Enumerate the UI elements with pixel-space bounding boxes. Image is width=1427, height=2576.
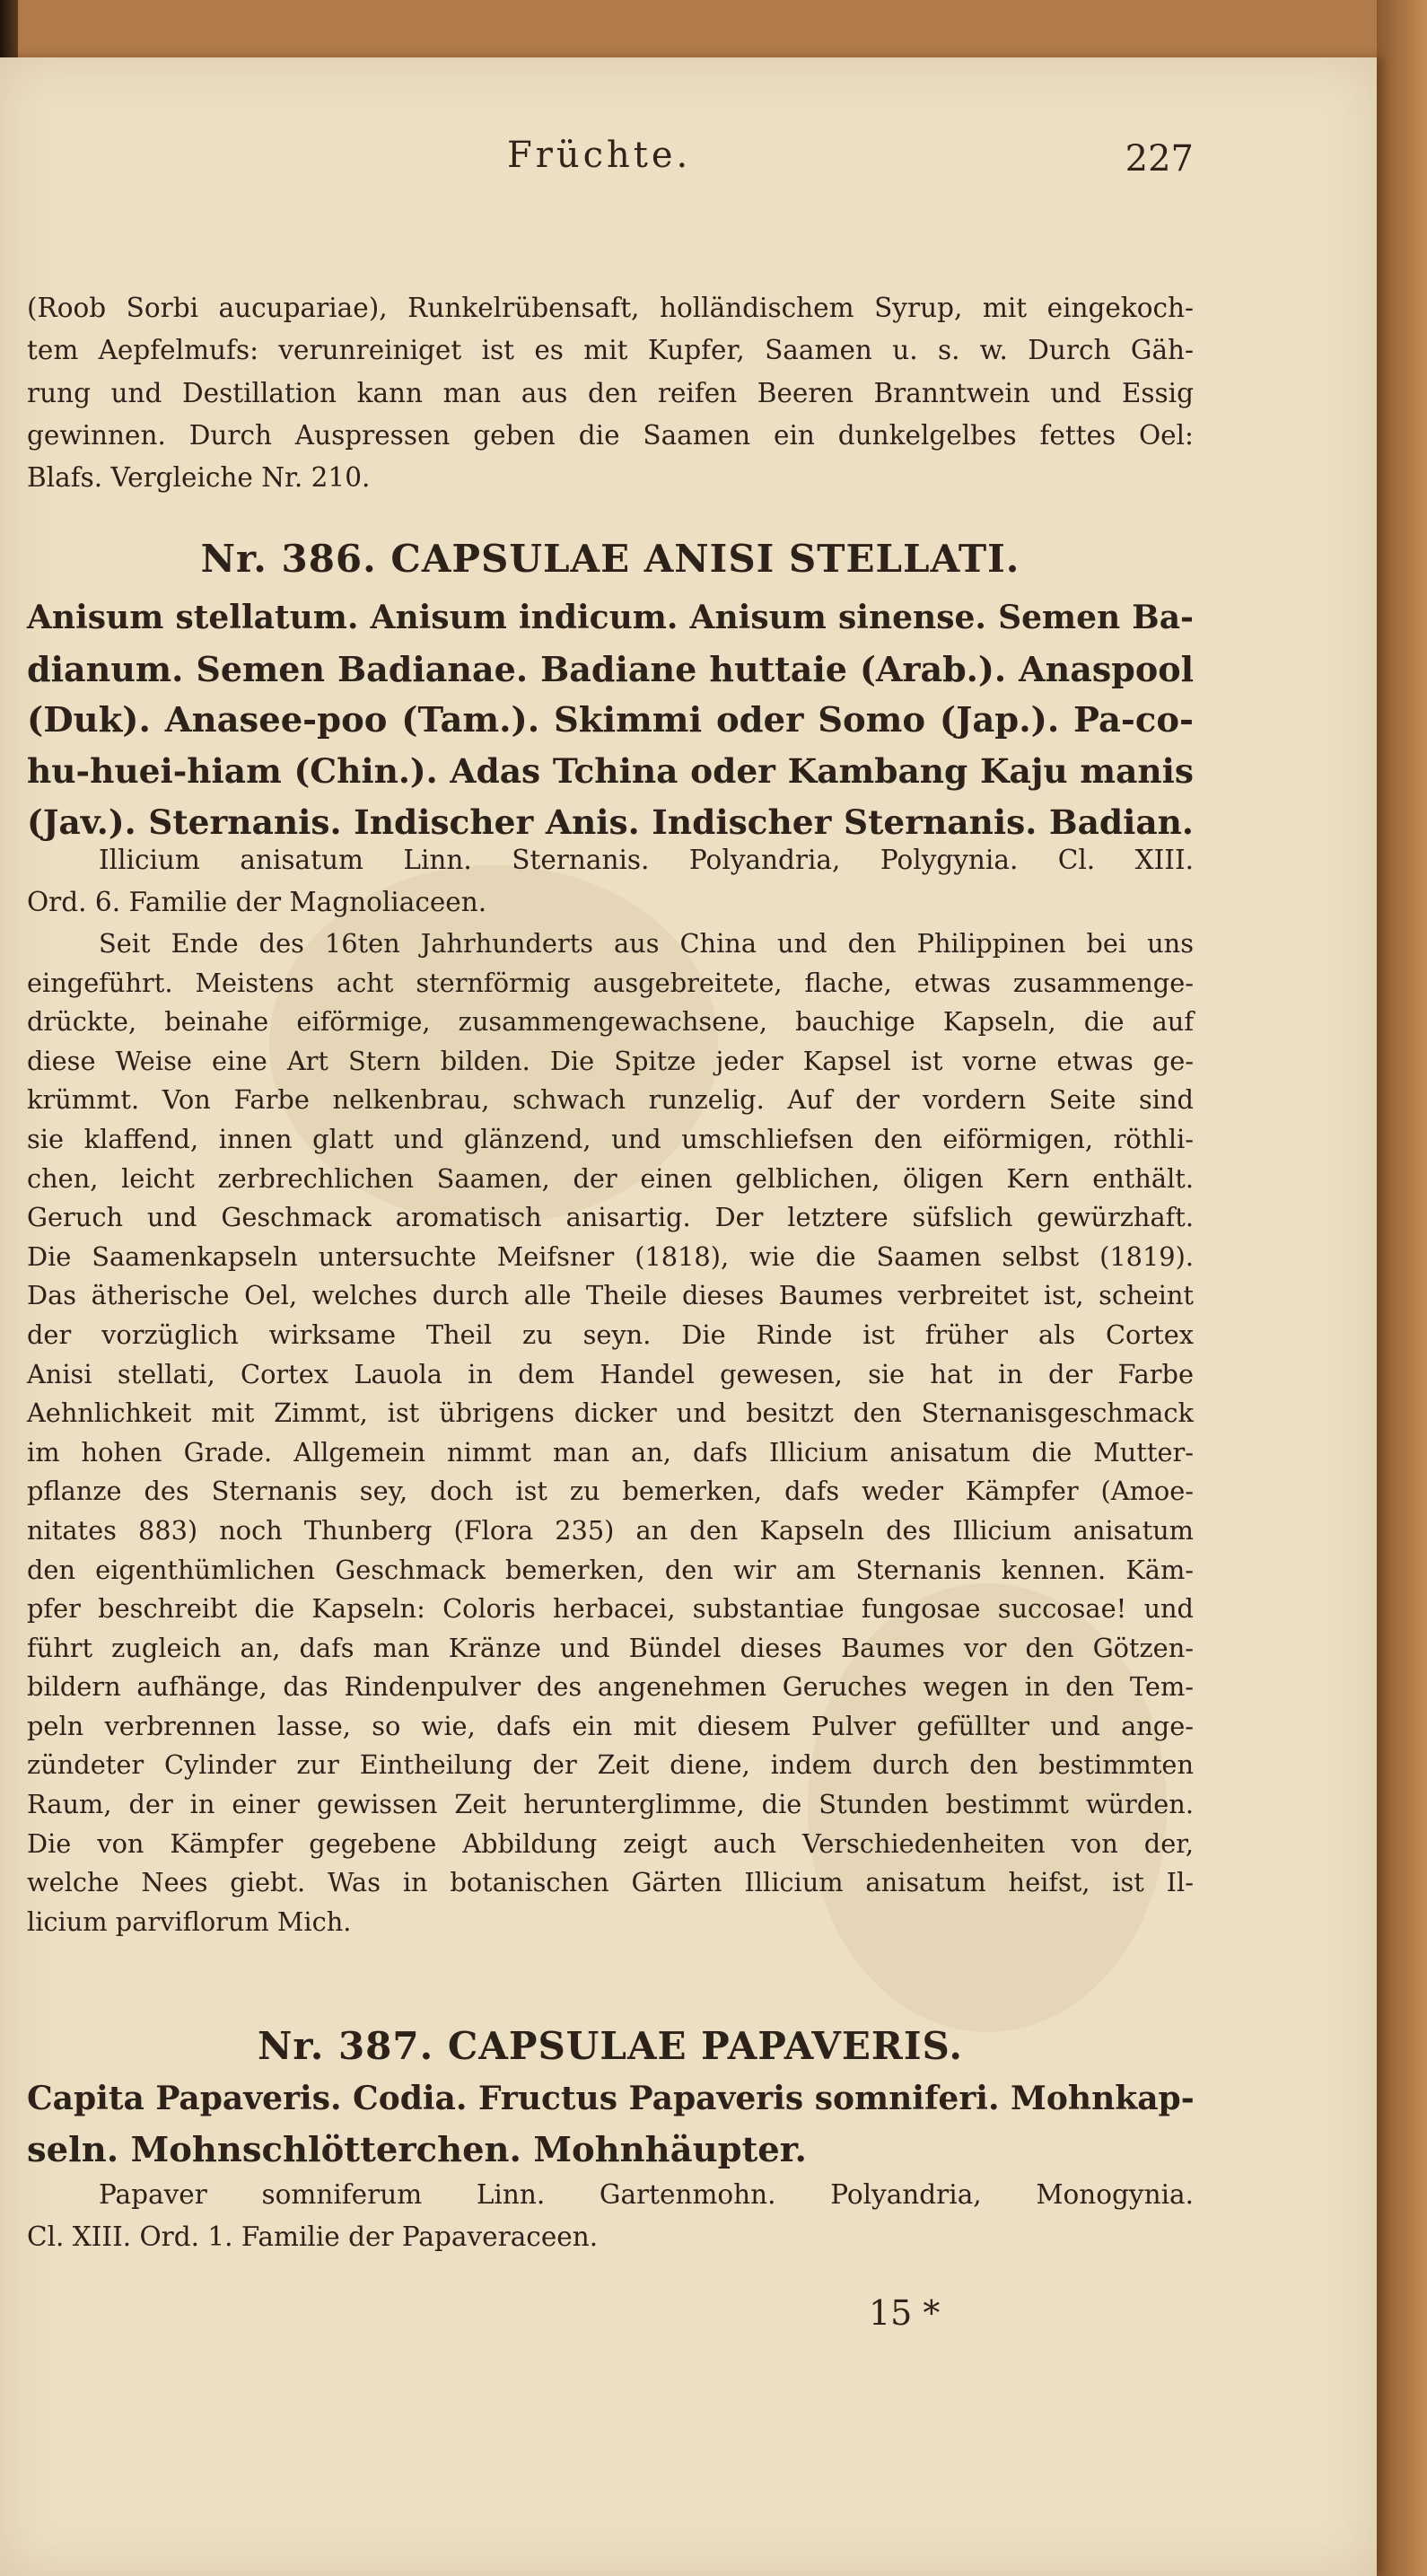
entry-386	[27, 537, 1194, 581]
text-line: drückte, beinahe eiförmige, zusammengewachsene, bauchige Kapseln, die auf	[27, 1006, 1194, 1038]
text-line: Geruch und Geschmack aromatisch anisartig. Der letztere süfslich gewürzhaft.	[27, 1202, 1194, 1233]
text-line: Blafs. Vergleiche Nr. 210.	[27, 462, 371, 494]
page-number: 227	[1125, 138, 1194, 180]
text-line: diese Weise eine Art Stern bilden. Die Spitze jeder Kapsel ist vorne etwas ge-	[27, 1045, 1194, 1076]
entry-387-botany	[27, 2174, 1194, 2258]
book-edge-right	[1377, 0, 1427, 2576]
text-line: Anisi stellati, Cortex Lauola in dem Handel gewesen, sie hat in der Farbe	[27, 1358, 1194, 1389]
entry-386-body	[27, 924, 1194, 1941]
botany-line: Ord. 6. Familie der Magnoliaceen.	[27, 887, 487, 917]
text-line: führt zugleich an, dafs man Kränze und Bündel dieses Baumes vor den Götzen-	[27, 1632, 1194, 1663]
botany-line: Illicium anisatum Linn. Sternanis. Polyandria, Polygynia. Cl. XIII.	[99, 845, 1194, 875]
entry-heading: Nr. 386. CAPSULAE ANISI STELLATI.	[200, 537, 1020, 581]
text-line: gewinnen. Durch Auspressen geben die Saamen ein dunkelgelbes fettes Oel:	[27, 419, 1194, 451]
synonym-line: dianum. Semen Badianae. Badiane huttaie (Arab.). Anaspool	[27, 649, 1194, 689]
text-line: eingeführt. Meistens acht sternförmig ausgebreitete, flache, etwas zusammenge-	[27, 967, 1194, 998]
signature-mark: 15 *	[869, 2293, 941, 2333]
text-line: (Roob Sorbi aucupariae), Runkelrübensaft, holländischem Syrup, mit eingekoch-	[27, 293, 1194, 323]
text-line: bildern aufhänge, das Rindenpulver des angenehmen Geruches wegen in den Tem-	[27, 1671, 1194, 1703]
text-line: nitates 883) noch Thunberg (Flora 235) an den Kapseln des Illicium anisatum	[27, 1514, 1194, 1546]
text-line: Das ätherische Oel, welches durch alle Theile dieses Baumes verbreitet ist, scheint	[27, 1280, 1194, 1311]
text-line: pfer beschreibt die Kapseln: Coloris herbacei, substantiae fungosae succosae! und	[27, 1593, 1194, 1625]
synonym-line: seln. Mohnschlötterchen. Mohnhäupter.	[27, 2130, 807, 2170]
text-line: Die von Kämpfer gegebene Abbildung zeigt auch Verschiedenheiten von der,	[27, 1827, 1194, 1859]
text-line: Seit Ende des 16ten Jahrhunderts aus China und den Philippinen bei uns	[99, 928, 1194, 959]
entry-386-synonyms	[27, 592, 1194, 848]
text-line: Aehnlichkeit mit Zimmt, ist übrigens dicker und besitzt den Sternanisgeschmack	[27, 1398, 1194, 1429]
text-line: Raum, der in einer gewissen Zeit herunterglimme, die Stunden bestimmt würden.	[27, 1789, 1194, 1820]
text-line: rung und Destillation kann man aus den reifen Beeren Branntwein und Essig	[27, 377, 1194, 408]
text-line: licium parviflorum Mich.	[27, 1906, 352, 1937]
botany-line: Papaver somniferum Linn. Gartenmohn. Polyandria, Monogynia.	[99, 2179, 1194, 2210]
synonym-line: (Jav.). Sternanis. Indischer Anis. Indischer Sternanis. Badian.	[27, 802, 1194, 842]
text-line: sie klaffend, innen glatt und glänzend, und umschliefsen den eiförmigen, röthli-	[27, 1123, 1194, 1154]
text-line: im hohen Grade. Allgemein nimmt man an, dafs Illicium anisatum die Mutter-	[27, 1436, 1194, 1468]
text-line: welche Nees giebt. Was in botanischen Gärten Illicium anisatum heifst, ist Il-	[27, 1867, 1194, 1898]
text-line: der vorzüglich wirksame Theil zu seyn. Die Rinde ist früher als Cortex	[27, 1319, 1194, 1350]
text-line: tem Aepfelmufs: verunreiniget ist es mit Kupfer, Saamen u. s. w. Durch Gäh-	[27, 335, 1194, 366]
synonym-line: (Duk). Anasee-poo (Tam.). Skimmi oder Somo (Jap.). Pa-co-	[27, 700, 1194, 740]
text-line: zündeter Cylinder zur Eintheilung der Zeit diene, indem durch den bestimmten	[27, 1749, 1194, 1781]
text-line: chen, leicht zerbrechlichen Saamen, der einen gelblichen, öligen Kern enthält.	[27, 1162, 1194, 1194]
synonym-line: hu-huei-hiam (Chin.). Adas Tchina oder Kambang Kaju manis	[27, 751, 1194, 791]
text-line: krümmt. Von Farbe nelkenbrau, schwach runzelig. Auf der vordern Seite sind	[27, 1084, 1194, 1116]
text-line: Die Saamenkapseln untersuchte Meifsner (1818), wie die Saamen selbst (1819).	[27, 1240, 1194, 1272]
intro-paragraph	[27, 287, 1194, 499]
text-line: den eigenthümlichen Geschmack bemerken, den wir am Sternanis kennen. Käm-	[27, 1554, 1194, 1585]
page-header	[27, 135, 1194, 188]
entry-heading: Nr. 387. CAPSULAE PAPAVERIS.	[258, 2024, 963, 2068]
text-line: pflanze des Sternanis sey, doch ist zu bemerken, dafs weder Kämpfer (Amoe-	[27, 1476, 1194, 1507]
text-line: peln verbrennen lasse, so wie, dafs ein mit diesem Pulver gefüllter und ange-	[27, 1710, 1194, 1741]
entry-387-synonyms	[27, 2073, 1194, 2176]
synonym-line: Capita Papaveris. Codia. Fructus Papaveris somniferi. Mohnkap-	[27, 2080, 1195, 2117]
running-title: Früchte.	[507, 135, 692, 176]
botany-line: Cl. XIII. Ord. 1. Familie der Papaveraceen.	[27, 2221, 599, 2252]
synonym-line: Anisum stellatum. Anisum indicum. Anisum sinense. Semen Ba-	[27, 599, 1194, 636]
entry-386-botany	[27, 839, 1194, 924]
entry-387	[27, 2024, 1194, 2068]
